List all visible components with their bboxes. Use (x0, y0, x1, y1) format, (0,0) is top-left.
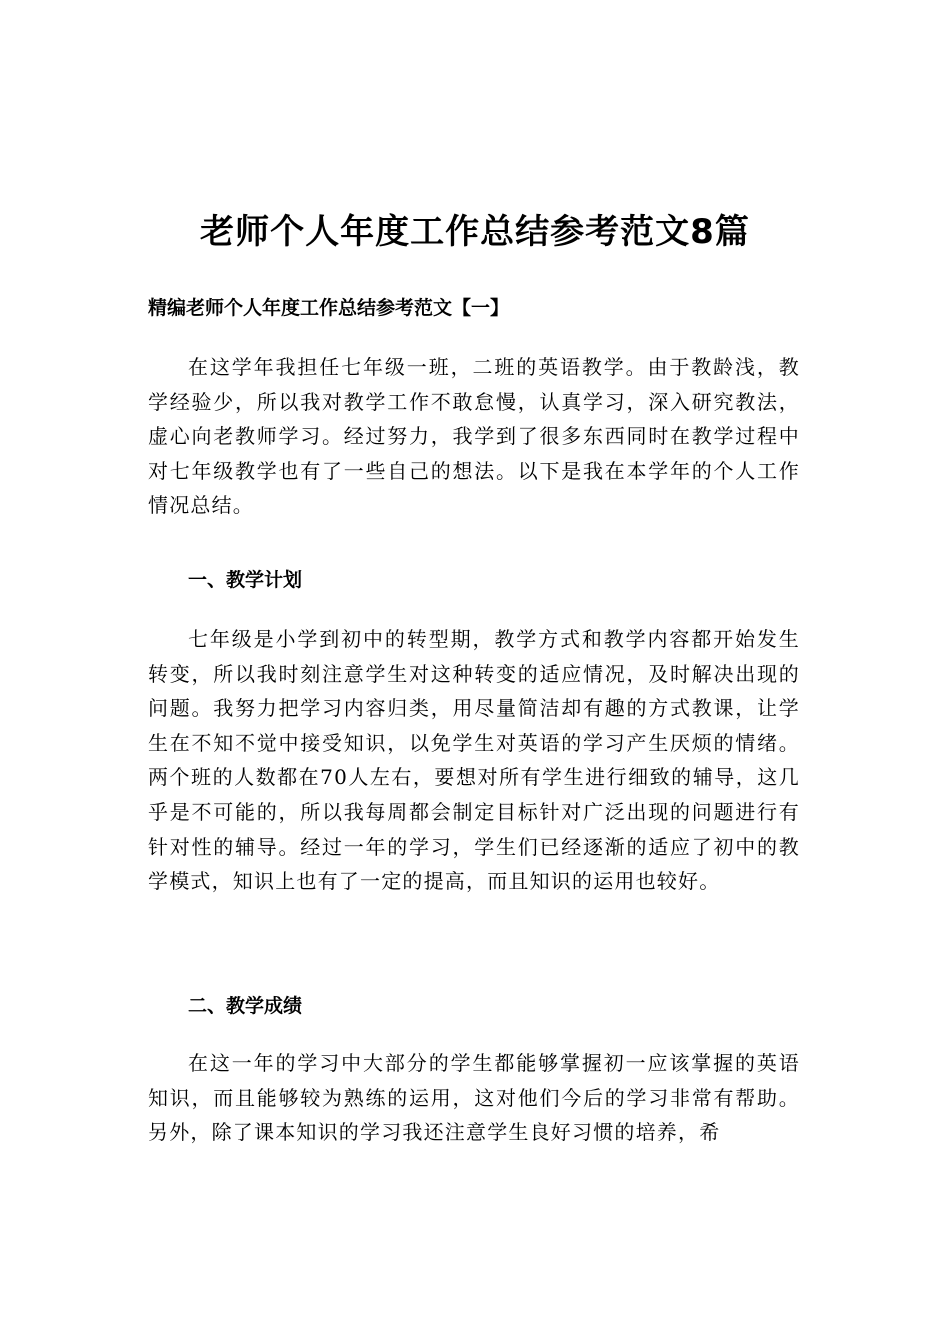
section-title: 精编老师个人年度工作总结参考范文【一】 (148, 297, 510, 319)
document-title: 老师个人年度工作总结参考范文8篇 (200, 212, 750, 252)
heading-teaching-results: 二、教学成绩 (188, 995, 303, 1017)
paragraph-teaching-plan: 七年级是小学到初中的转型期，教学方式和教学内容都开始发生转变，所以我时刻注意学生对这种转变的适应情况，及时解决出现的问题。我努力把学习内容归类，用尽量简洁却有趣的方式教课，让学生在不知不觉中接受知识，以免学生对英语的学习产生厌烦的情绪。两个班的人数都在70人左右，要想对所有学生进行细致的辅导，这几乎是不可能的，所以我每周都会制定目标针对广泛出现的问题进行有针对性的辅导。经过一年的学习，学生们已经逐渐的适应了初中的教学模式，知识上也有了一定的提高，而且知识的运用也较好。 (148, 627, 800, 894)
paragraph-teaching-results: 在这一年的学习中大部分的学生都能够掌握初一应该掌握的英语知识，而且能够较为熟练的运用，这对他们今后的学习非常有帮助。另外，除了课本知识的学习我还注意学生良好习惯的培养，希 (148, 1051, 800, 1145)
paragraph-intro: 在这学年我担任七年级一班，二班的英语教学。由于教龄浅，教学经验少，所以我对教学工作不敢怠慢，认真学习，深入研究教法，虚心向老教师学习。经过努力，我学到了很多东西同时在教学过程中对七年级教学也有了一些自己的想法。以下是我在本学年的个人工作情况总结。 (148, 355, 800, 518)
heading-teaching-plan: 一、教学计划 (188, 569, 303, 591)
